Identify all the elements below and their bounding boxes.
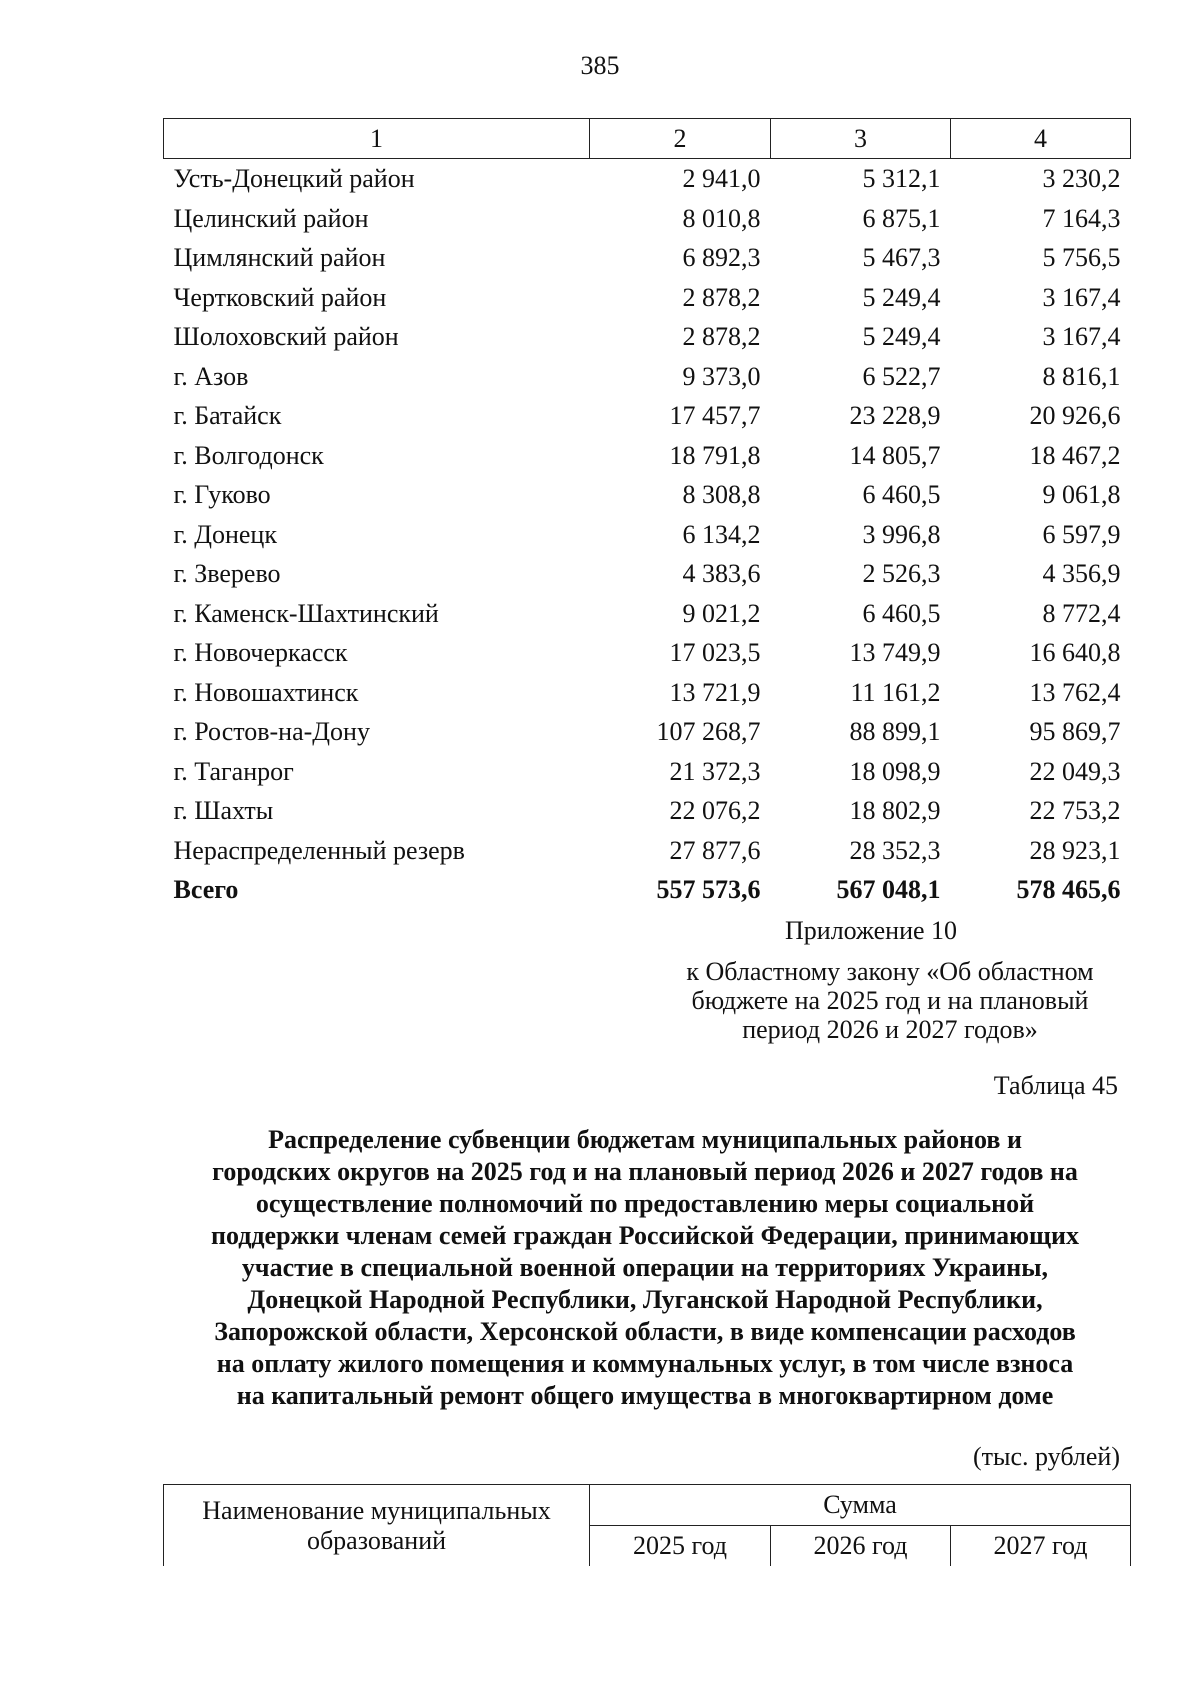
municipality-header-line: Наименование муниципальных: [202, 1495, 551, 1525]
amount-2025: 2 878,2: [682, 282, 761, 312]
amount-2025: 4 383,6: [682, 559, 761, 588]
table-row: [164, 436, 1131, 476]
municipality-name: г. Волгодонск: [173, 440, 324, 470]
amount-2026: 2 526,3: [862, 559, 941, 588]
amount-2026: 14 805,7: [849, 440, 941, 470]
next-table-header: [163, 1484, 1131, 1566]
heading-line: городских округов на 2025 год и на плановый период 2026 и 2027 годов на: [212, 1157, 1078, 1186]
table-row: [164, 159, 1131, 199]
table-row: [164, 594, 1131, 634]
table-row: [164, 238, 1131, 278]
total-row: [164, 870, 1131, 910]
amount-2025: 9 021,2: [682, 598, 761, 628]
amount-2027: 8 772,4: [1042, 598, 1121, 628]
appendix-reference-line: бюджете на 2025 год и на плановый: [691, 986, 1089, 1015]
municipality-name: г. Ростов-на-Дону: [173, 717, 370, 746]
amount-2027: 4 356,9: [1042, 559, 1121, 588]
amount-2025: 17 457,7: [669, 401, 761, 430]
amount-2025: 22 076,2: [669, 796, 761, 825]
amount-2027: 18 467,2: [1029, 440, 1121, 470]
column-number: 1: [164, 119, 590, 159]
table-row: [164, 673, 1131, 713]
municipality-name: г. Батайск: [173, 401, 282, 430]
amount-2027: 22 753,2: [1029, 796, 1121, 825]
amount-2027: 20 926,6: [1029, 401, 1121, 430]
year-column-header: 2027 год: [951, 1526, 1131, 1567]
heading-line: Запорожской области, Херсонской области, в виде компенсации расходов: [214, 1317, 1076, 1346]
heading-line: Донецкой Народной Республики, Луганской Народной Республики,: [247, 1285, 1043, 1314]
municipality-name: Цимлянский район: [173, 243, 386, 272]
amount-2027: 22 049,3: [1029, 756, 1121, 786]
column-number: 3: [771, 119, 951, 159]
municipality-name: Нераспределенный резерв: [173, 835, 465, 865]
amount-2025: 18 791,8: [669, 440, 761, 470]
table-row: [164, 357, 1131, 397]
budget-table: [163, 118, 1131, 910]
amount-2027: 9 061,8: [1042, 480, 1121, 509]
amount-2026: 6 460,5: [862, 480, 941, 509]
amount-2026: 3 996,8: [862, 519, 941, 549]
page-number: 385: [580, 51, 620, 80]
municipality-name: г. Азов: [173, 361, 249, 391]
heading-line: Распределение субвенции бюджетам муниципальных районов и: [268, 1125, 1022, 1154]
municipality-name: г. Донецк: [173, 519, 277, 549]
amount-2025: 6 134,2: [682, 519, 761, 549]
amount-2025: 2 878,2: [682, 322, 761, 351]
amount-2026: 23 228,9: [849, 401, 941, 430]
appendix-title: Приложение 10: [785, 916, 958, 945]
amount-2027: 7 164,3: [1042, 203, 1121, 233]
amount-2025: 21 372,3: [669, 756, 761, 786]
amount-2026: 18 098,9: [849, 756, 941, 786]
municipality-name: Чертковский район: [173, 282, 387, 312]
amount-2025: 8 308,8: [682, 480, 761, 509]
amount-2026: 6 875,1: [862, 203, 941, 233]
appendix-reference-line: к Областному закону «Об областном: [686, 957, 1094, 986]
amount-2026: 5 249,4: [862, 282, 941, 312]
table-row: [164, 554, 1131, 594]
column-number: 4: [951, 119, 1131, 159]
table-heading: [160, 1124, 1130, 1412]
column-number-row: [164, 119, 1131, 159]
amount-2027: 3 167,4: [1042, 322, 1121, 351]
municipality-name: г. Шахты: [173, 796, 274, 825]
municipality-name: г. Гуково: [173, 480, 271, 509]
amount-2026: 6 460,5: [862, 598, 941, 628]
amount-2025: 17 023,5: [669, 638, 761, 667]
amount-2026: 88 899,1: [849, 717, 941, 746]
heading-line: на оплату жилого помещения и коммунальных услуг, в том числе взноса: [216, 1349, 1074, 1378]
heading-line: участие в специальной военной операции на территориях Украины,: [241, 1253, 1049, 1282]
amount-2025: 6 892,3: [682, 243, 761, 272]
amount-2027: 28 923,1: [1029, 835, 1121, 865]
amount-2027: 95 869,7: [1029, 717, 1121, 746]
municipality-name: г. Зверево: [173, 559, 281, 588]
table-row: [164, 199, 1131, 239]
year-column-header: 2025 год: [590, 1526, 771, 1567]
amount-2026: 18 802,9: [849, 796, 941, 825]
amount-2025: 9 373,0: [682, 361, 761, 391]
amount-2026: 28 352,3: [849, 835, 941, 865]
amount-2027: 6 597,9: [1042, 519, 1121, 549]
amount-2027: 8 816,1: [1042, 361, 1121, 391]
amount-2025: 2 941,0: [682, 164, 761, 193]
amount-2025: 107 268,7: [656, 717, 761, 746]
heading-line: на капитальный ремонт общего имущества в многоквартирном доме: [236, 1381, 1054, 1410]
amount-2025: 27 877,6: [669, 835, 761, 865]
total-label: Всего: [173, 875, 239, 904]
amount-2026: 6 522,7: [862, 361, 941, 391]
municipality-name: г. Таганрог: [173, 756, 294, 786]
table-row: [164, 317, 1131, 357]
municipality-name: г. Новошахтинск: [173, 677, 359, 707]
year-column-header: 2026 год: [771, 1526, 951, 1567]
table-row: [164, 396, 1131, 436]
table-row: [164, 752, 1131, 792]
total-2026: 567 048,1: [836, 875, 941, 904]
municipality-name: Целинский район: [173, 203, 369, 233]
municipality-column-header: [164, 1485, 590, 1567]
table-row: [164, 831, 1131, 871]
amount-2027: 5 756,5: [1042, 243, 1121, 272]
heading-line: поддержки членам семей граждан Российской Федерации, принимающих: [211, 1221, 1079, 1250]
municipality-name: г. Каменск-Шахтинский: [173, 598, 439, 628]
sum-column-header: Сумма: [590, 1485, 1131, 1526]
municipality-name: г. Новочеркасск: [173, 638, 348, 667]
amount-2027: 3 167,4: [1042, 282, 1121, 312]
total-2025: 557 573,6: [656, 875, 761, 904]
municipality-header-line: образований: [306, 1525, 447, 1555]
municipality-name: Усть-Донецкий район: [173, 164, 415, 193]
amount-2026: 13 749,9: [849, 638, 941, 667]
table-row: [164, 515, 1131, 555]
amount-2026: 5 249,4: [862, 322, 941, 351]
amount-2026: 5 467,3: [862, 243, 941, 272]
table-row: [164, 475, 1131, 515]
table-row: [164, 278, 1131, 318]
amount-2026: 5 312,1: [862, 164, 941, 193]
municipality-name: Шолоховский район: [173, 322, 399, 351]
total-2027: 578 465,6: [1016, 875, 1121, 904]
amount-2026: 11 161,2: [850, 677, 941, 707]
amount-2025: 13 721,9: [669, 677, 761, 707]
table-row: [164, 633, 1131, 673]
table-label: Таблица 45: [993, 1071, 1118, 1100]
appendix-reference-line: период 2026 и 2027 годов»: [742, 1015, 1038, 1044]
amount-2027: 16 640,8: [1029, 638, 1121, 667]
heading-line: осуществление полномочий по предоставлению меры социальной: [255, 1189, 1035, 1218]
appendix-reference: [640, 957, 1140, 1044]
table-row: [164, 712, 1131, 752]
column-number: 2: [590, 119, 771, 159]
unit-label: (тыс. рублей): [972, 1442, 1120, 1471]
amount-2027: 3 230,2: [1042, 164, 1121, 193]
amount-2025: 8 010,8: [682, 203, 761, 233]
table-row: [164, 791, 1131, 831]
amount-2027: 13 762,4: [1029, 677, 1121, 707]
